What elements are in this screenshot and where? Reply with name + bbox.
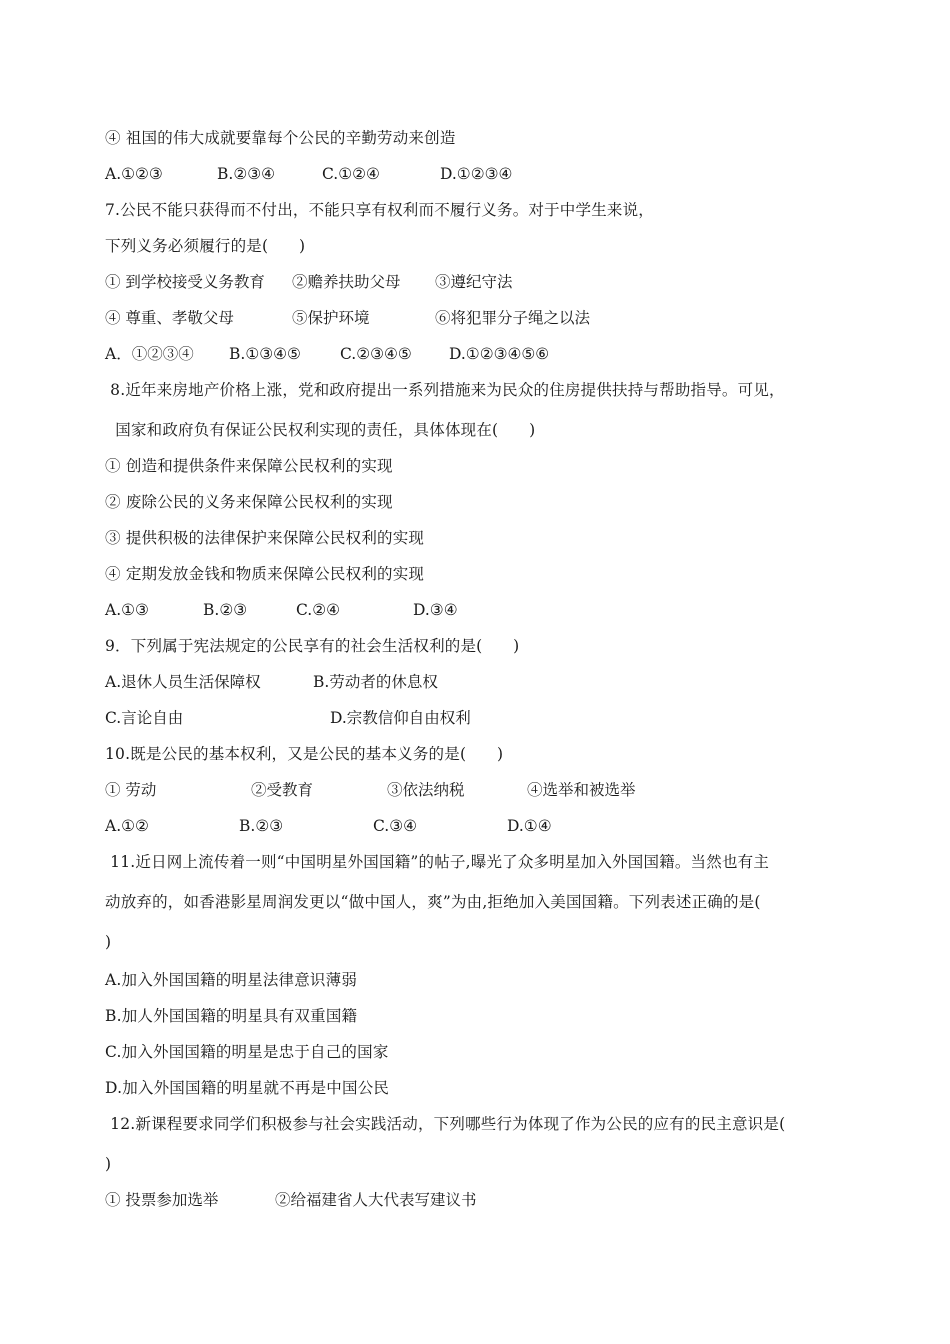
q10-option-b: B.②③ [239,817,284,835]
q6-options [105,164,865,184]
q7-items-row-2 [105,308,865,328]
q7-option-b: B.①③④⑤ [229,345,301,363]
q12-items [105,1190,865,1210]
q7-options [105,344,865,364]
q9-stem: 9．下列属于宪法规定的公民享有的社会生活权利的是( ) [105,637,520,655]
q9-options-row-2 [105,708,865,728]
q9-options-row-1 [105,672,865,692]
q7-item-1: ① 到学校接受义务教育 [105,273,265,291]
q11-stem-line-3: ) [105,933,112,951]
q8-option-c: C.②④ [296,601,341,619]
q10-item-4: ④选举和被选举 [527,781,636,799]
q7-item-6: ⑥将犯罪分子绳之以法 [435,309,591,327]
q10-item-2: ②受教育 [251,781,314,799]
q11-stem-line-2: 动放弃的，如香港影星周润发更以“做中国人，爽”为由,拒绝加入美国国籍。下列表述正确的是( [105,893,761,911]
q12-item-1: ① 投票参加选举 [105,1191,219,1209]
q12-stem-line-1: 12.新课程要求同学们积极参与社会实践活动，下列哪些行为体现了作为公民的应有的民主意识是( [105,1115,786,1133]
q11-option-c: C.加入外国国籍的明星是忠于自己的国家 [105,1043,389,1061]
q7-stem-line-2: 下列义务必须履行的是( ) [105,237,306,255]
q8-item-1: ① 创造和提供条件来保障公民权利的实现 [105,457,393,475]
q12-stem-line-2: ) [105,1155,112,1173]
q7-stem-line-1: 7.公民不能只获得而不付出，不能只享有权利而不履行义务。对于中学生来说， [105,201,654,219]
q8-item-4: ④ 定期发放金钱和物质来保障公民权利的实现 [105,565,425,583]
q6-option-a: A.①②③ [105,165,163,183]
q11-option-b: B.加人外国国籍的明星具有双重国籍 [105,1007,358,1025]
q11-option-d: D.加入外国国籍的明星就不再是中国公民 [105,1079,390,1097]
q6-option-d: D.①②③④ [440,165,513,183]
q8-option-d: D.③④ [413,601,458,619]
q12-item-2: ②给福建省人大代表写建议书 [275,1191,477,1209]
q6-item-4: ④ 祖国的伟大成就要靠每个公民的辛勤劳动来创造 [105,129,456,147]
q7-option-c: C.②③④⑤ [340,345,412,363]
q7-option-d: D.①②③④⑤⑥ [449,345,550,363]
q11-option-a: A.加入外国国籍的明星法律意识薄弱 [105,971,358,989]
q6-option-b: B.②③④ [217,165,276,183]
q8-options [105,600,865,620]
q7-option-a: A．①②③④ [105,345,194,363]
q7-items-row-1 [105,272,865,292]
q10-items [105,780,865,800]
q9-option-a: A.退休人员生活保障权 [105,673,261,691]
q10-stem: 10.既是公民的基本权利，又是公民的基本义务的是( ) [105,745,504,763]
q8-option-b: B.②③ [203,601,248,619]
q6-option-c: C.①②④ [322,165,380,183]
q7-item-3: ③遵纪守法 [435,273,513,291]
q10-option-d: D.①④ [507,817,552,835]
q8-option-a: A.①③ [105,601,149,619]
q10-option-a: A.①② [105,817,149,835]
q8-item-2: ② 废除公民的义务来保障公民权利的实现 [105,493,393,511]
q8-item-3: ③ 提供积极的法律保护来保障公民权利的实现 [105,529,425,547]
q10-item-1: ① 劳动 [105,781,157,799]
q7-item-5: ⑤保护环境 [292,309,370,327]
q9-option-c: C.言论自由 [105,709,184,727]
q7-item-4: ④ 尊重、孝敬父母 [105,309,234,327]
q11-stem-line-1: 11.近日网上流传着一则“中国明星外国国籍”的帖子,曝光了众多明星加入外国国籍。当然也有主 [105,853,770,871]
q10-options [105,816,865,836]
q8-stem-line-2: 国家和政府负有保证公民权利实现的责任，具体体现在( ) [105,421,536,439]
q10-item-3: ③依法纳税 [387,781,465,799]
q7-item-2: ②赡养扶助父母 [292,273,401,291]
q10-option-c: C.③④ [373,817,418,835]
q9-option-d: D.宗教信仰自由权利 [330,709,471,727]
q9-option-b: B.劳动者的休息权 [313,673,438,691]
q8-stem-line-1: 8.近年来房地产价格上涨，党和政府提出一系列措施来为民众的住房提供扶持与帮助指导。可见， [105,381,785,399]
